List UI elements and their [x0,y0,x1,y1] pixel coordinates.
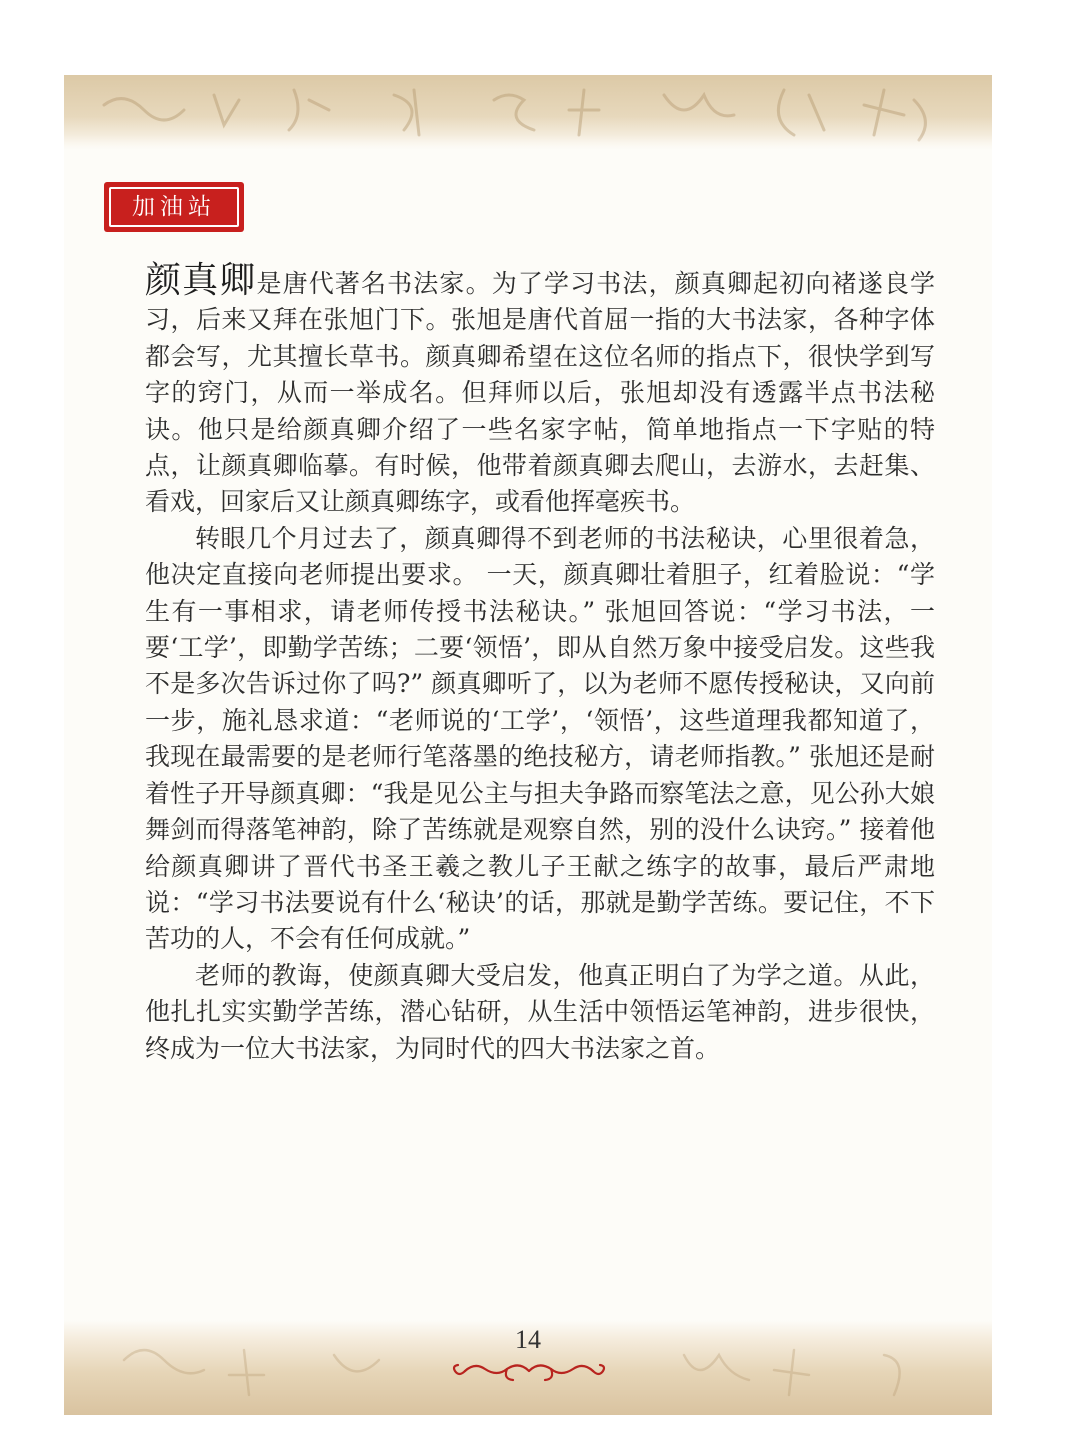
article-body [145,260,935,1067]
header-fade [64,135,992,165]
page-number: 14 [515,1325,541,1354]
paragraph-2: 转眼几个月过去了，颜真卿得不到老师的书法秘诀，心里很着急，他决定直接向老师提出要求。 一天，颜真卿壮着胆子，红着脸说：“学生有一事相求，请老师传授书法秘诀。” 张旭回答说：“学习书法，一要‘工学’，即勤学苦练；二要‘领悟’，即从自然万象中接受启发。这些我不是多次告诉过你了吗?” 颜真卿听了，以为老师不愿传授秘诀，又向前一步，施礼恳求道：“老师说的‘工学’，‘领悟’，这些道理我都知道了，我现在最需要的是老师行笔落墨的绝技秘方，请老师指教。” 张旭还是耐着性子开导颜真卿：“我是见公主与担夫争路而察笔法之意，见公孙大娘舞剑而得落笔神韵，除了苦练就是观察自然，别的没什么诀窍。” 接着他给颜真卿讲了晋代书圣王羲之教儿子王献之练字的故事，最后严肃地说：“学习书法要说有什么‘秘诀’的话，那就是勤学苦练。要记住，不下苦功的人，不会有任何成就。” [145,523,935,954]
paragraph-3: 老师的教诲，使颜真卿大受启发，他真正明白了为学之道。从此，他扎扎实实勤学苦练，潜心钻研，从生活中领悟运笔神韵，进步很快，终成为一位大书法家，为同时代的四大书法家之首。 [145,960,935,1063]
badge-label: 加油站 [132,194,216,220]
paragraph-1 [145,260,935,521]
paragraph-1-text: 是唐代著名书法家。为了学习书法，颜真卿起初向褚遂良学习，后来又拜在张旭门下。张旭是唐代首屈一指的大书法家，各种字体都会写，尤其擅长草书。颜真卿希望在这位名师的指点下，很快学到写字的窍门，从而一举成名。但拜师以后，张旭却没有透露半点书法秘诀。他只是给颜真卿介绍了一些名家字帖，简单地指点一下字贴的特点，让颜真卿临摹。有时候，他带着颜真卿去爬山，去游水，去赶集、看戏，回家后又让颜真卿练字，或看他挥毫疾书。 [145,269,935,517]
section-badge [104,182,244,232]
page-number-ornament-icon [449,1358,609,1384]
lead-name: 颜真卿 [145,260,257,301]
book-page [64,75,992,1415]
